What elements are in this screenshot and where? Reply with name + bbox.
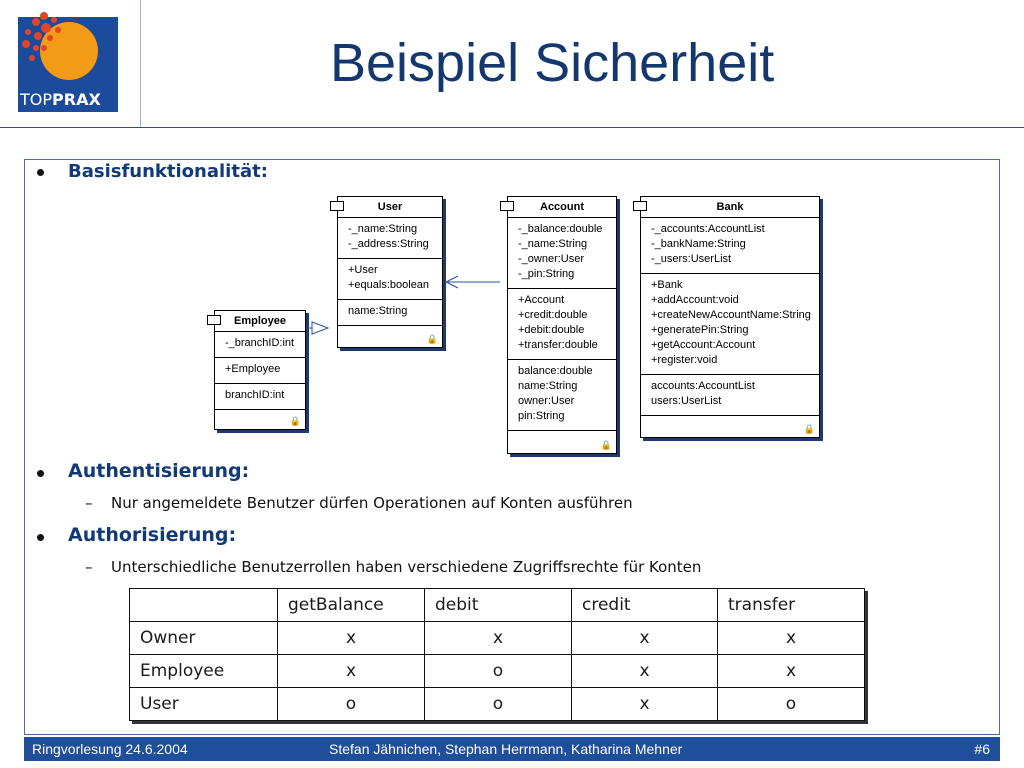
- logo-text: TOPPRAX: [20, 90, 101, 109]
- class-attribute: -_accounts:AccountList: [651, 223, 765, 235]
- class-property: balance:double: [518, 365, 593, 377]
- table-cell: x: [278, 655, 425, 688]
- table-cell: [130, 589, 278, 622]
- sub-bullet-dash: –: [85, 494, 93, 512]
- class-name: Employee: [234, 315, 286, 327]
- class-operation: +getAccount:Account: [651, 339, 756, 351]
- class-name: User: [377, 201, 403, 213]
- class-attribute: -_pin:String: [518, 268, 575, 280]
- table-row: [130, 688, 865, 721]
- class-attribute: -_users:UserList: [651, 253, 732, 265]
- class-operation: +Bank: [651, 279, 683, 291]
- class-operation: +equals:boolean: [348, 279, 430, 291]
- class-operation: +createNewAccountName:String: [651, 309, 811, 321]
- footer-slide-number: #6: [974, 741, 990, 757]
- table-header-cell: credit: [572, 589, 718, 622]
- bullet-dot: [37, 470, 44, 477]
- table-cell: o: [425, 655, 572, 688]
- sub-bullet-text: Unterschiedliche Benutzerrollen haben verschiedene Zugriffsrechte für Konten: [111, 558, 702, 576]
- sub-bullet-text: Nur angemeldete Benutzer dürfen Operationen auf Konten ausführen: [111, 494, 633, 512]
- class-property: name:String: [518, 380, 578, 392]
- bullet-heading-basis: Basisfunktionalität:: [68, 161, 268, 182]
- class-name: Bank: [716, 201, 744, 213]
- class-attribute: -_name:String: [348, 223, 418, 235]
- table-header-cell: transfer: [718, 589, 865, 622]
- table-row-label: User: [130, 688, 278, 721]
- class-attribute: -_branchID:int: [225, 337, 295, 349]
- class-attribute: -_owner:User: [518, 253, 585, 265]
- class-operation: +transfer:double: [518, 339, 598, 351]
- table-cell: x: [718, 655, 865, 688]
- class-operation: +generatePin:String: [651, 324, 749, 336]
- class-operation: +Employee: [225, 363, 281, 375]
- class-property: pin:String: [518, 410, 565, 422]
- table-row: [130, 622, 865, 655]
- class-operation: +User: [348, 264, 378, 276]
- class-name: Account: [540, 201, 584, 213]
- slide-title: Beispiel Sicherheit: [330, 33, 775, 93]
- table-header-row: [130, 589, 865, 622]
- class-attribute: -_bankName:String: [651, 238, 746, 250]
- class-attribute: -_name:String: [518, 238, 588, 250]
- table-row-label: Employee: [130, 655, 278, 688]
- footer-authors: Stefan Jähnichen, Stephan Herrmann, Katharina Mehner: [329, 741, 683, 757]
- table-cell: x: [572, 688, 718, 721]
- class-property: users:UserList: [651, 395, 722, 407]
- class-property: accounts:AccountList: [651, 380, 755, 392]
- table-cell: o: [278, 688, 425, 721]
- lock-icon: 🔒: [803, 424, 815, 434]
- bullet-heading-authentisierung: Authentisierung:: [68, 460, 250, 482]
- class-operation: +register:void: [651, 354, 718, 366]
- sub-bullet-dash: –: [85, 558, 93, 576]
- table-cell: x: [572, 655, 718, 688]
- bullet-dot: [37, 534, 44, 541]
- table-cell: o: [425, 688, 572, 721]
- footer-event: Ringvorlesung 24.6.2004: [32, 741, 188, 757]
- class-operation: +addAccount:void: [651, 294, 739, 306]
- table-cell: x: [425, 622, 572, 655]
- class-property: owner:User: [518, 395, 575, 407]
- table-header-cell: debit: [425, 589, 572, 622]
- class-attribute: -_balance:double: [518, 223, 603, 235]
- slide-footer: [24, 737, 1000, 761]
- generalization-arrow: [306, 322, 328, 334]
- class-attribute: -_address:String: [348, 238, 429, 250]
- class-operation: +debit:double: [518, 324, 585, 336]
- lock-icon: 🔒: [426, 334, 438, 344]
- lock-icon: 🔒: [289, 416, 301, 426]
- class-property: name:String: [348, 305, 408, 317]
- class-operation: +Account: [518, 294, 565, 306]
- table-cell: o: [718, 688, 865, 721]
- table-cell: x: [278, 622, 425, 655]
- bullet-heading-authorisierung: Authorisierung:: [68, 524, 237, 546]
- class-property: branchID:int: [225, 389, 285, 401]
- table-cell: x: [718, 622, 865, 655]
- table-row-label: Owner: [130, 622, 278, 655]
- association-arrow: [446, 276, 500, 288]
- table-row: [130, 655, 865, 688]
- lock-icon: 🔒: [600, 440, 612, 450]
- table-cell: x: [572, 622, 718, 655]
- class-operation: +credit:double: [518, 309, 588, 321]
- access-rights-table: [129, 588, 865, 721]
- table-header-cell: getBalance: [278, 589, 425, 622]
